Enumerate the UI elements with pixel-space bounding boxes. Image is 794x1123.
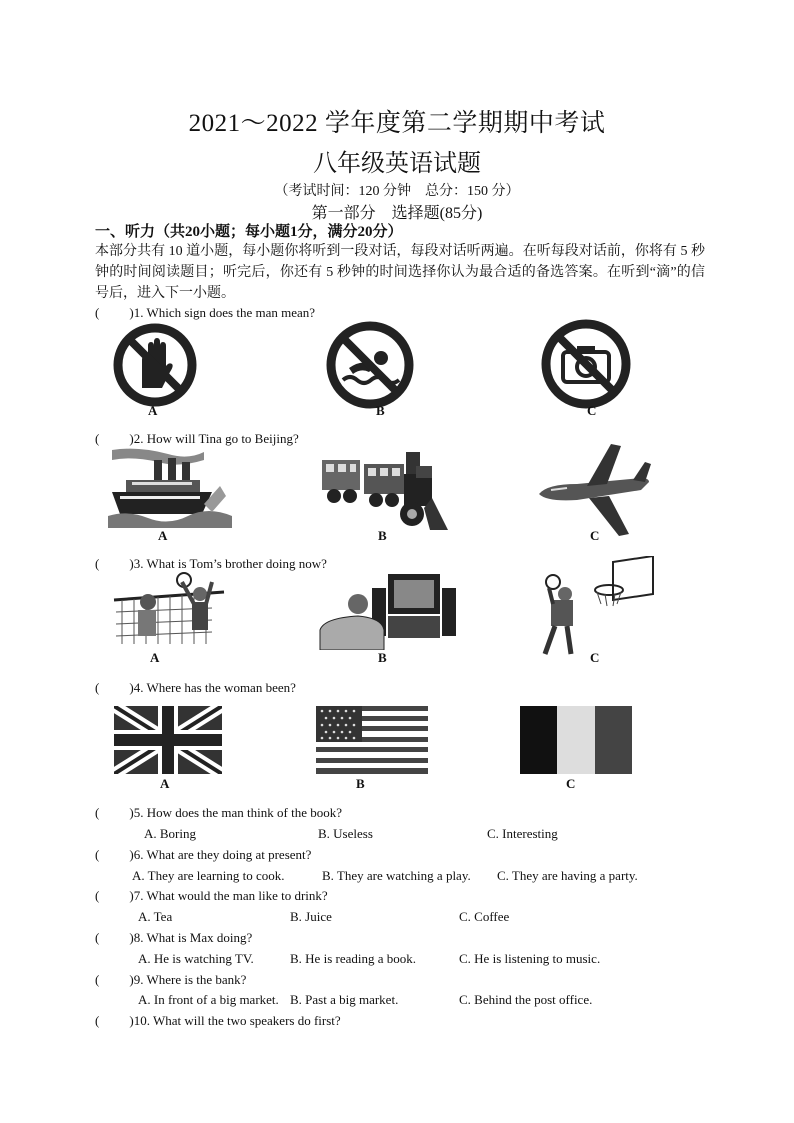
question-7 [95,888,328,904]
option-label-a: A [150,650,160,665]
question-text: 5. How does the man think of the book? [133,805,343,820]
no-swimming-sign-icon [323,320,417,410]
answer-paren-open: ( [95,805,100,820]
volleyball-icon [112,572,226,650]
ship-icon [108,446,236,528]
answer-paren-open: ( [95,888,100,903]
option-b: B. Juice [290,909,332,924]
france-flag-icon [520,706,632,774]
question-text: 3. What is Tom’s brother doing now? [133,556,327,571]
exam-subtitle: 八年级英语试题 [313,151,481,177]
us-flag-icon [316,706,428,774]
answer-paren-open: ( [95,556,100,571]
question-3 [95,556,327,572]
option-label-b: B [356,776,365,791]
option-label-c: C [590,528,600,543]
answer-paren-close: ) [129,305,134,320]
uk-flag-icon [114,706,222,774]
option-label-c: C [566,776,576,791]
option-label-b: B [376,403,385,418]
question-text: 7. What would the man like to drink? [133,888,328,903]
no-touch-sign-icon [112,322,198,408]
option-label-c: C [587,403,597,418]
option-label-b: B [378,528,387,543]
option-b: B. They are watching a play. [322,868,471,883]
question-text: 4. Where has the woman been? [133,680,296,695]
exam-title: 2021～2022 学年度第二学期期中考试 [188,110,606,137]
basketball-icon [537,556,657,660]
answer-paren-open: ( [95,431,100,446]
question-2 [95,431,299,447]
question-text: 9. Where is the bank? [133,972,247,987]
answer-paren-open: ( [95,972,100,987]
question-5 [95,805,342,821]
answer-paren-open: ( [95,1013,100,1028]
part-heading: 第一部分 选择题(85分) [311,205,483,222]
option-b: B. Useless [318,826,373,841]
answer-paren-open: ( [95,847,100,862]
option-c: C. Behind the post office. [459,992,593,1007]
answer-paren-close: ) [129,680,134,695]
option-label-b: B [378,650,387,665]
answer-paren-close: ) [129,805,134,820]
answer-paren-close: ) [129,972,134,987]
option-label-a: A [148,403,158,418]
option-b: B. He is reading a book. [290,951,417,966]
option-label-c: C [590,650,600,665]
question-4 [95,680,296,696]
answer-paren-open: ( [95,930,100,945]
option-c: C. They are having a party. [497,868,638,883]
answer-paren-close: ) [129,431,134,446]
question-text: 6. What are they doing at present? [133,847,312,862]
train-icon [320,446,450,534]
watching-tv-icon [318,570,460,650]
option-a: A. In front of a big market. [138,992,279,1007]
option-c: C. He is listening to music. [459,951,601,966]
question-8 [95,930,252,946]
option-a: A. Tea [138,909,173,924]
option-a: A. Boring [144,826,196,841]
answer-paren-close: ) [129,888,134,903]
answer-paren-close: ) [129,1013,134,1028]
question-text: 1. Which sign does the man mean? [133,305,316,320]
option-c: C. Interesting [487,826,558,841]
option-label-a: A [160,776,170,791]
question-text: 8. What is Max doing? [133,930,253,945]
answer-paren-open: ( [95,305,100,320]
no-camera-sign-icon [537,318,635,410]
section-intro: 本部分共有 10 道小题，每小题你将听到一段对话，每段对话听两遍。在听每段对话前，你将有 5 秒钟的时间阅读题目；听完后，你还有 5 秒钟的时间选择你认为最合适的备选答案。在听到“滴”的信号后，进入下一小题。 [95,244,705,301]
question-10 [95,1013,341,1029]
answer-paren-close: ) [129,556,134,571]
answer-paren-close: ) [129,930,134,945]
option-a: A. He is watching TV. [138,951,254,966]
answer-paren-close: ) [129,847,134,862]
option-c: C. Coffee [459,909,510,924]
question-6 [95,847,311,863]
question-1 [95,305,315,321]
option-b: B. Past a big market. [290,992,399,1007]
section-heading: 一、听力（共20小题；每小题1分，满分20分） [95,224,403,240]
question-9 [95,972,246,988]
exam-info: （考试时间：120 分钟 总分：150 分） [274,184,520,199]
option-label-a: A [158,528,168,543]
question-text: 2. How will Tina go to Beijing? [133,431,299,446]
airplane-icon [537,442,653,538]
question-text: 10. What will the two speakers do first? [133,1013,341,1028]
answer-paren-open: ( [95,680,100,695]
option-a: A. They are learning to cook. [132,868,285,883]
